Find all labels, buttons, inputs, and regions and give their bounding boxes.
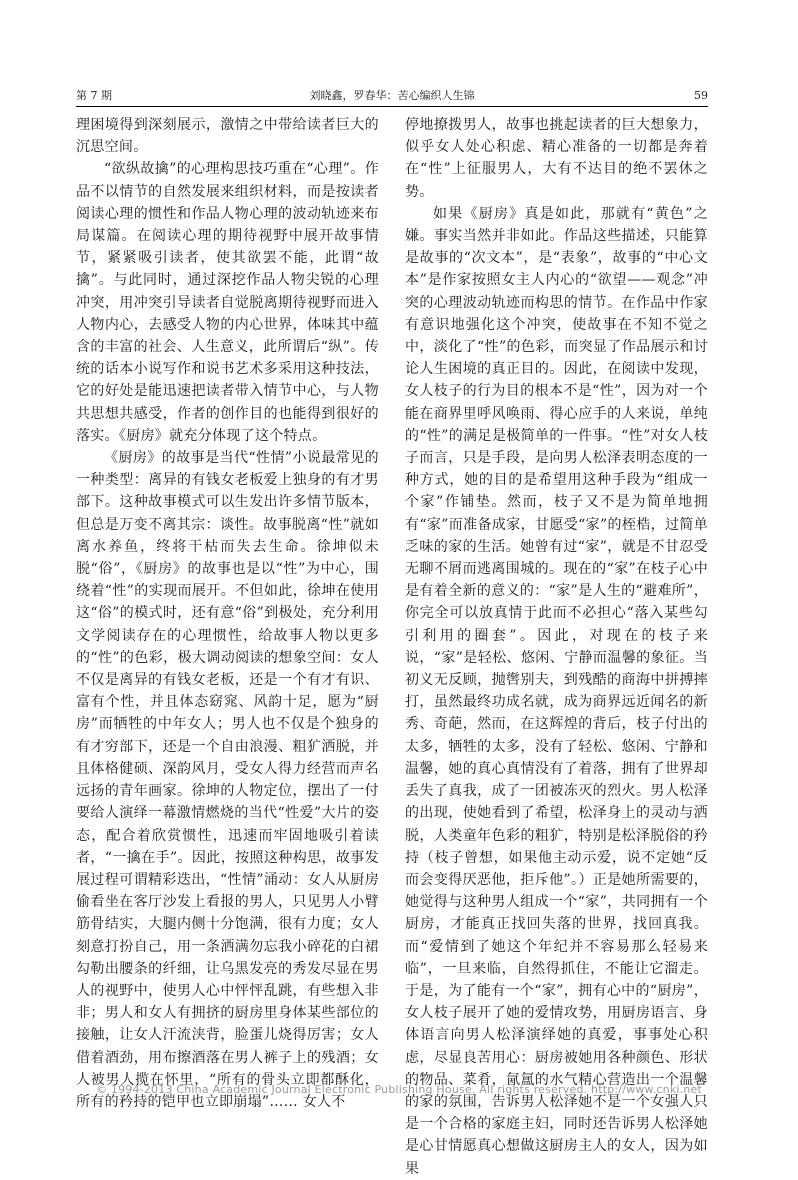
paragraph: 停地撩拨男人，故事也挑起读者的巨大想象力，似乎女人处心积虑、精心准备的一切都是奔着在“性”上征服男人，大有不达目的绝不罢休之势。 (405, 117, 708, 200)
copyright-footer: © 1994-2013 China Academic Journal Electronic Publishing House. All rights reserved. http://www.cnki.net (96, 1083, 702, 1096)
right-column (405, 114, 708, 1180)
running-header (76, 88, 708, 104)
running-title: 刘晓鑫，罗春华：苦心编织人生锦 (309, 89, 475, 102)
paragraph: “欲纵故擒”的心理构思技巧重在“心理”。作品不以情节的自然发展来组织材料，而是按读者阅读心理的惯性和作品人物心理的波动轨迹来布局谋篇。在阅读心理的期待视野中展开故事情节，紧紧吸引读者，使其欲罢不能，此谓“故擒”。与此同时，通过深挖作品人物尖锐的心理冲突，用冲突引导读者自觉脱离期待视野而进入人物内心，去感受人物的内心世界，体味其中蕴含的丰富的社会、人生意义，此所谓后“纵”。传统的话本小说写作和说书艺术多采用这种技法，它的好处是能迅速把读者带入情节中心，与人物共思想共感受，作者的创作目的也能得到很好的落实。《厨房》就充分体现了这个特点。 (76, 161, 379, 444)
paragraph: 理困境得到深刻展示，激情之中带给读者巨大的沉思空间。 (76, 117, 379, 156)
header-rule (76, 106, 708, 107)
issue-number: 第 7 期 (76, 89, 112, 102)
paragraph: 如果《厨房》真是如此，那就有“黄色”之嫌。事实当然并非如此。作品这些描述，只能算是故事的“次文本”，是“表象”，故事的“中心文本”是作家按照女主人内心的“欲望——观念”冲突的心理波动轨迹而构思的情节。在作品中作家有意识地强化这个冲突，使故事在不知不觉之中，淡化了“性”的色彩，而突显了作品展示和讨论人生困境的真正目的。因此，在阅读中发现，女人枝子的行为目的根本不是“性”，因为对一个能在商界里呼风唤雨、得心应手的人来说，单纯的“性”的满足是极简单的一件事。“性”对女人枝子而言，只是手段，是向男人松泽表明态度的一种方式，她的目的是希望用这种手段为“组成一个家”作铺垫。然而，枝子又不是为简单地拥有“家”而准备成家，甘愿受“家”的桎梏，过简单乏味的家的生活。她曾有过“家”，就是不甘忍受无聊不屑而逃离围城的。现在的“家”在枝子心中是有着全新的意义的：“家”是人生的“避难所”，你完全可以放真情于此而不必担心“落入某些勾引利用的圈套”。因此，对现在的枝子来说，“家”是轻松、悠闲、宁静而温馨的象征。当初义无反顾，抛辔别夫，到残酷的商海中拼搏摔打，虽然最终功成名就，成为商界远近闻名的新秀、奇葩，然而，在这辉煌的背后，枝子付出的太多，牺牲的太多，没有了轻松、悠闲、宁静和温馨，她的真心真情没有了着落，拥有了世界却丢失了真我，成了一团被冻灭的烈火。男人松泽的出现，使她看到了希望，松泽身上的灵动与洒脱，人类童年色彩的粗犷，特别是松泽脱俗的矜持（枝子曾想，如果他主动示爱，说不定她“反而会变得厌恶他，拒斥他”。）正是她所需要的，她觉得与这种男人组成一个“家”，共同拥有一个厨房，才能真正找回失落的世界，找回真我。而“爱情到了她这个年纪并不容易那么轻易来临”，一旦来临，自然得抓住，不能让它溜走。于是，为了能有一个“家”，拥有心中的“厨房”，女人枝子展开了她的爱情攻势，用厨房语言、身体语言向男人松泽演绎她的真爱，事事处心积虑，尽显良苦用心：厨房被她用各种颜色、形状的物品、菜肴，氤氲的水气精心营造出一个温馨的家的氛围，告诉男人松泽她不是一个女强人只是一个合格的家庭主妇，同时还告诉男人松泽她是心甘情愿真心想做这厨房主人的女人，因为如果 (405, 205, 708, 1177)
left-column (76, 114, 379, 1113)
page-number: 59 (694, 89, 708, 102)
paragraph: 《厨房》的故事是当代“性情”小说最常见的一种类型：离异的有钱女老板爱上独身的有才男部下。这种故事模式可以生发出许多情节版本，但总是万变不离其宗：谈性。故事脱离“性”就如离水养鱼，终将干枯而失去生命。徐坤似未脱“俗”，《厨房》的故事也是以“性”为中心，围绕着“性”的实现而展开。不但如此，徐坤在使用这“俗”的模式时，还有意“俗”到极处，充分利用文学阅读存在的心理惯性，给故事人物以更多的“性”的色彩，极大调动阅读的想象空间：女人不仅是离异的有钱女老板，还是一个有才有识、富有个性，并且体态窈窕、风韵十足，愿为“厨房”而牺牲的中年女人；男人也不仅是个独身的有才穷部下，还是一个自由浪漫、粗犷洒脱，并且体格健硕、深韵风月，受女人得力经营而声名远扬的青年画家。徐坤的人物定位，摆出了一付要给人演绎一幕激情燃烧的当代“性爱”大片的姿态，配合着欣赏惯性，迅速而牢固地吸引着读者，“一擒在手”。因此，按照这种构思，故事发展过程可谓精彩迭出，“性情”涌动：女人从厨房偷看坐在客厅沙发上看报的男人，只见男人小臂筋骨结实，大腿内侧十分饱满，很有力度；女人刻意打扮自己，用一条洒满勿忘我小碎花的白裙勾勒出腰条的纤细，让乌黑发亮的秀发尽显在男人的视野中，使男人心中怦怦乱跳，有些想入非非；男人和女人有拥挤的厨房里身体某些部位的接触，让女人汗流浃背，脸蛋儿烧得厉害；女人借着酒劲，用布擦酒落在男人裤子上的残酒；女人被男人揽在怀里，“所有的骨头立即都酥化，所有的矜持的铠甲也立即崩塌”…… 女人不 (76, 450, 379, 1110)
